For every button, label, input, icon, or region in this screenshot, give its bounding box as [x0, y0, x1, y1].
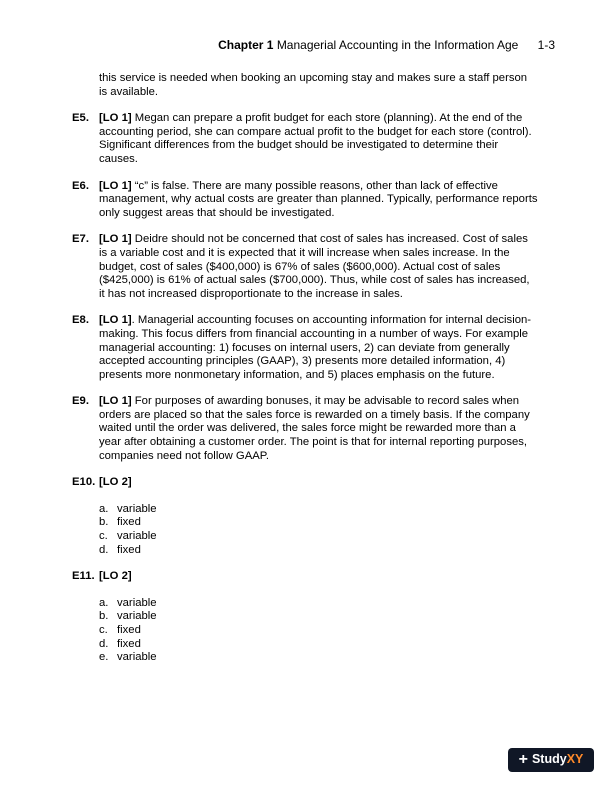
exercise-number: E8. — [72, 314, 89, 327]
page-header — [218, 39, 555, 53]
list-item: d. fixed — [99, 637, 141, 650]
exercise-text: “c” is false. There are many possible reasons, other than lack of effective management, why actual costs are greater than planned. Typically, performance reports only suggest areas that should be investigated. — [99, 179, 538, 219]
page-number: 1-3 — [537, 38, 555, 52]
exercise-text: . Managerial accounting focuses on accounting information for internal decision-making. This focus differs from financial accounting in a number of ways. For example managerial accounting: 1) focuses on internal users, 2) can deviate from generally accepted accounting principles (GAAP), 3) presents more detailed information, 4) presents more nonmonetary information, and 5) places emphasis on the future. — [99, 314, 532, 381]
exercise-text: Megan can prepare a profit budget for each store (planning). At the end of the accounting period, she can compare actual profit to the budget for each store (control). Significant differences from the budget should be investigated to determine their causes. — [99, 112, 532, 165]
exercise-e7 — [72, 233, 538, 301]
badge-prefix: Study — [531, 752, 567, 767]
exercise-number: E10. — [72, 476, 96, 489]
list-item: b. fixed — [99, 516, 141, 529]
learning-objective: [LO 1] — [99, 233, 132, 246]
learning-objective: [LO 2] — [99, 570, 132, 583]
badge-suffix: XY — [566, 752, 584, 767]
studyxy-badge[interactable] — [508, 748, 594, 772]
exercise-number: E11. — [72, 570, 95, 583]
list-item: c. variable — [99, 530, 157, 543]
learning-objective: [LO 2] — [99, 476, 132, 489]
continuation-paragraph: this service is needed when booking an upcoming stay and makes sure a staff person is available. — [99, 72, 528, 98]
exercise-e9 — [72, 395, 538, 463]
exercise-number: E9. — [72, 395, 89, 408]
list-item: b. variable — [99, 610, 157, 623]
chapter-label: Chapter 1 — [218, 38, 274, 52]
list-item: a. variable — [99, 596, 157, 609]
exercise-e5 — [72, 112, 538, 166]
list-item: c. fixed — [99, 624, 141, 636]
exercise-number: E5. — [72, 112, 89, 125]
exercise-e8 — [72, 314, 538, 382]
learning-objective: [LO 1] — [99, 179, 132, 192]
exercise-text: For purposes of awarding bonuses, it may be advisable to record sales when orders are placed so that the sales force is rewarded on a timely basis. If the company waited until the order was delivered, the sales force might be rewarded more than a year after obtaining a customer order. The point is that for internal reporting purposes, companies need not follow GAAP. — [99, 395, 530, 462]
learning-objective: [LO 1] — [99, 314, 132, 327]
plus-icon: + — [518, 751, 528, 768]
document-body — [72, 72, 538, 678]
e10-answer-list — [72, 503, 538, 557]
list-item: e. variable — [99, 651, 157, 664]
list-item: d. fixed — [99, 543, 141, 556]
learning-objective: [LO 1] — [99, 112, 132, 125]
list-item: a. variable — [99, 502, 157, 515]
exercise-e11 — [72, 570, 538, 584]
exercise-e10 — [72, 476, 538, 490]
exercise-number: E7. — [72, 233, 89, 246]
exercise-e6 — [72, 180, 538, 221]
exercise-number: E6. — [72, 179, 89, 192]
chapter-title: Managerial Accounting in the Information Age — [276, 38, 519, 52]
e11-answer-list — [72, 597, 538, 665]
exercise-text: Deidre should not be concerned that cost of sales has increased. Cost of sales is a variable cost and it is expected that it will increase when sales increase. In the budget, cost of sales ($400,000) is 67% of sales ($600,000). Actual cost of sales ($425,000) is 61% of actual sales ($700,000). Thus, while cost of sales has increased, it has not increased disproportionate to the increase in sales. — [99, 233, 530, 300]
learning-objective: [LO 1] — [99, 395, 132, 408]
